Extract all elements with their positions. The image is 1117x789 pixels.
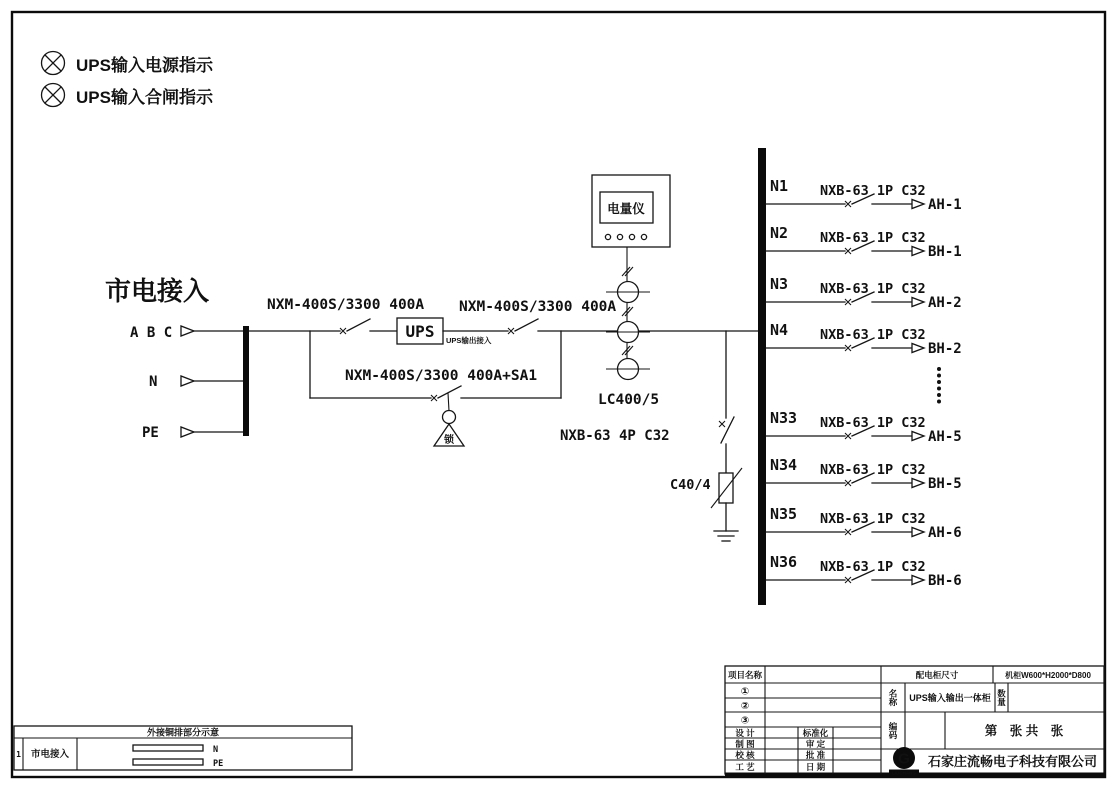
pe-label: PE — [142, 425, 159, 441]
branch-row — [766, 224, 962, 260]
branch-arrow-icon — [912, 432, 924, 441]
cabinet-size-label: 配电柜尺寸 — [915, 670, 959, 680]
approve-label: 批 准 — [805, 750, 826, 760]
branch-arrow-icon — [912, 344, 924, 353]
continuation-dots — [937, 367, 941, 404]
project-name-label: 项目名称 — [727, 670, 763, 680]
branch-id: N2 — [770, 224, 789, 242]
cabinet-size-value: 机柜W600*H2000*D800 — [1005, 671, 1091, 680]
branch-breaker-label: NXB-63 1P C32 — [820, 511, 926, 527]
branch-output-label: BH-2 — [928, 341, 962, 357]
branch-breaker-label: NXB-63 1P C32 — [820, 462, 926, 478]
review-label: 审 定 — [805, 739, 826, 749]
copper-bar-n — [133, 745, 203, 751]
neutral-arrow-icon — [181, 376, 194, 386]
branch-id: N35 — [770, 505, 798, 523]
branch-arrow-icon — [912, 298, 924, 307]
branch-id: N3 — [770, 275, 789, 293]
copper-bar-n-label: N — [213, 745, 219, 755]
drawing-label: 制 图 — [735, 739, 755, 749]
standard-label: 标准化 — [802, 728, 829, 738]
copper-table-row-no: 1 — [16, 750, 21, 759]
branch-output-label: BH-5 — [928, 476, 962, 492]
ups-label: UPS — [405, 322, 435, 341]
mains-title: 市电接入 — [105, 276, 210, 306]
branch-arrow-icon — [912, 200, 924, 209]
phase-arrow-icon — [181, 326, 194, 336]
process-label: 工 艺 — [735, 762, 755, 772]
branch-id: N4 — [770, 321, 789, 339]
branch-output-label: BH-1 — [928, 244, 962, 260]
company-name: 石家庄流畅电子科技有限公司 — [928, 754, 1098, 769]
breaker-symbol — [340, 319, 370, 334]
branch-breaker-label: NXB-63 1P C32 — [820, 559, 926, 575]
copper-table-row-label: 市电接入 — [30, 749, 70, 760]
lamp-icon — [42, 84, 65, 107]
branch-row — [766, 275, 962, 311]
spd-label: C40/4 — [670, 477, 711, 493]
ground-icon — [714, 531, 738, 541]
branch-output-label: AH-2 — [928, 295, 962, 311]
branch-row — [766, 177, 962, 213]
copper-bar-table — [14, 726, 352, 770]
branch-id: N34 — [770, 456, 798, 474]
date-label: 日 期 — [805, 762, 826, 772]
main-circuit — [249, 297, 758, 446]
name-value: UPS输入输出一体柜 — [909, 693, 991, 703]
copper-table-title: 外接铜排部分示意 — [146, 727, 220, 738]
spd-branch — [670, 331, 742, 541]
code-label: 编码 — [888, 722, 898, 739]
branch-row — [766, 456, 962, 492]
branch-breaker-label: NXB-63 1P C32 — [820, 327, 926, 343]
branch-breaker-label: NXB-63 1P C32 — [820, 415, 926, 431]
check-label: 校 核 — [735, 750, 755, 760]
bypass-breaker-label: NXM-400S/3300 400A+SA1 — [345, 368, 538, 384]
branch-breaker-label: NXB-63 1P C32 — [820, 183, 926, 199]
varistor-icon — [711, 468, 742, 508]
design-label: 设 计 — [735, 728, 755, 738]
legend — [42, 52, 214, 108]
branch-row — [766, 409, 962, 445]
main-breaker1-label: NXM-400S/3300 400A — [267, 297, 425, 313]
breaker-symbol — [431, 386, 461, 401]
row3-label: ③ — [740, 715, 750, 727]
branch-row — [766, 505, 962, 541]
branch-id: N1 — [770, 177, 789, 195]
legend-label: UPS输入合闸指示 — [76, 88, 213, 107]
sheet-label: 第 张 共 张 — [984, 724, 1064, 738]
logo-letter: G — [898, 750, 910, 768]
svg-text:锁: 锁 — [444, 435, 454, 446]
branch-arrow-icon — [912, 247, 924, 256]
name-label: 名称 — [888, 689, 898, 706]
page-border — [12, 12, 1105, 777]
legend-label: UPS输入电源指示 — [76, 56, 213, 75]
branch-output-label: BH-6 — [928, 573, 962, 589]
lamp-icon — [42, 52, 65, 75]
ct-label: LC400/5 — [598, 392, 660, 408]
pe-arrow-icon — [181, 427, 194, 437]
branch-arrow-icon — [912, 479, 924, 488]
ups-output-note: UPS输出接入 — [446, 336, 492, 345]
breaker-symbol — [508, 319, 538, 334]
input-busbar — [243, 326, 249, 436]
branch-breaker-label: NXB-63 1P C32 — [820, 230, 926, 246]
copper-bar-pe — [133, 759, 203, 765]
neutral-label: N — [149, 374, 158, 390]
branch-output-label: AH-6 — [928, 525, 962, 541]
branch-breaker-label: NXB-63 1P C32 — [820, 281, 926, 297]
feeder-breaker-label: NXB-63 4P C32 — [560, 428, 670, 444]
logo-text: LIUCHANG — [892, 770, 916, 776]
branch-row — [766, 553, 962, 589]
breaker-symbol — [719, 417, 734, 443]
distribution-busbar — [758, 148, 766, 605]
branch-row — [766, 321, 962, 357]
title-block — [725, 666, 1105, 776]
lock-icon — [434, 393, 464, 446]
branch-id: N33 — [770, 409, 798, 427]
branch-arrow-icon — [912, 528, 924, 537]
branch-output-label: AH-1 — [928, 197, 962, 213]
row1-label: ① — [740, 686, 750, 698]
meter-label: 电量仪 — [607, 202, 645, 216]
branch-output-label: AH-5 — [928, 429, 962, 445]
copper-bar-pe-label: PE — [213, 759, 224, 769]
qty-label: 数量 — [996, 689, 1007, 706]
mains-input — [105, 276, 249, 441]
branch-arrow-icon — [912, 576, 924, 585]
phase-label: A B C — [130, 325, 173, 341]
main-breaker2-label: NXM-400S/3300 400A — [459, 299, 617, 315]
branch-id: N36 — [770, 553, 798, 571]
row2-label: ② — [740, 701, 750, 712]
